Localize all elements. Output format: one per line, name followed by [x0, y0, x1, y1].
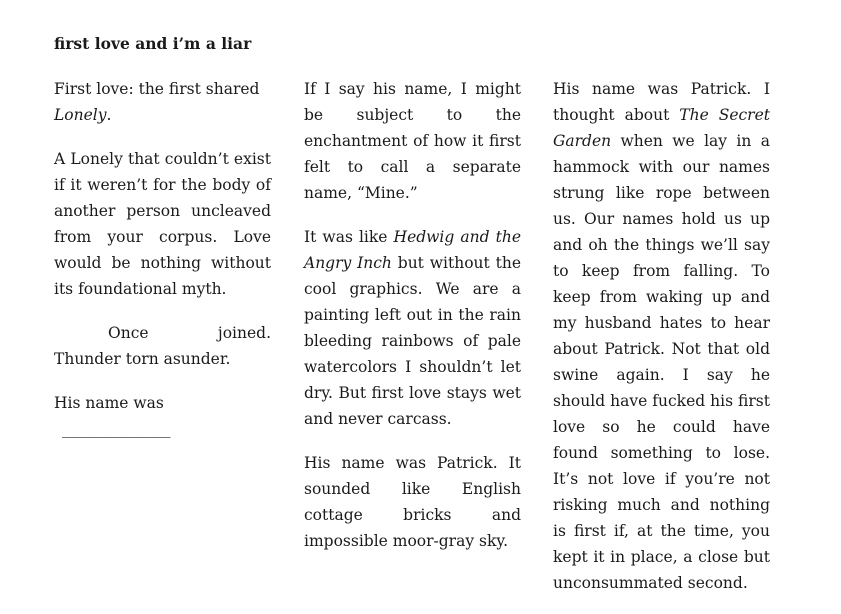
paragraph: First love: the first shared Lonely.	[54, 80, 260, 124]
emphasis-text: The Secret Garden	[553, 106, 770, 150]
paragraph: If I say his name, I might be subject to the enchantment of how it first felt to call a separate name, “Mine.”	[304, 80, 521, 202]
emphasis-text: Lonely	[54, 106, 107, 124]
column-1	[54, 76, 271, 460]
column-2	[304, 76, 521, 572]
poem-title: first love and i’m a liar	[54, 34, 252, 53]
paragraph: It was like Hedwig and the Angry Inch but without the cool graphics. We are a painting left out in the rain bleeding rainbows of pale watercolors I shouldn’t let dry. But first love stays wet and never carcass.	[304, 228, 521, 428]
paragraph: A Lonely that couldn’t exist if it weren’t for the body of another person uncleaved from your corpus. Love would be nothing without its foundational myth.	[54, 150, 271, 298]
paragraph: Thunder torn asunder.	[54, 350, 231, 368]
paragraph: His name was Patrick. I thought about The Secret Garden when we lay in a hammock with our names strung like rope between us. Our names hold us up and oh the things we’ll say to keep from falling. To keep from waking up and my husband hates to hear about Patrick. Not that old swine again. I say he should have fucked his first love so he could have found something to lose. It’s not love if you’re not risking much and nothing is first if, at the time, you kept it in place, a close but unconsummated second.	[553, 80, 770, 592]
blank-line: ______________	[62, 420, 171, 438]
paragraph: His name was Patrick. It sounded like English cottage bricks and impossible moor-gray sky.	[304, 454, 521, 550]
paragraph: His name was ______________	[54, 390, 271, 442]
emphasis-text: Hedwig and the Angry Inch	[304, 228, 521, 272]
column-3	[553, 76, 770, 614]
paragraph-line: Once joined.	[108, 324, 271, 342]
